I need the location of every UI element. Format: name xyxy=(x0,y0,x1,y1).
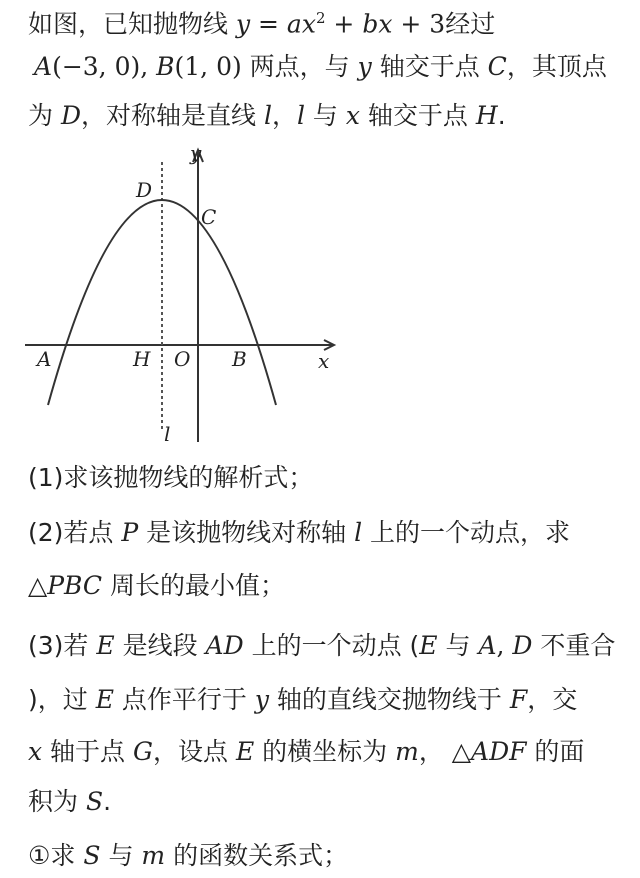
math-var: bx xyxy=(362,9,393,39)
text: 点作平行于 xyxy=(113,685,255,714)
question-1 xyxy=(28,462,313,494)
point-label: E xyxy=(419,631,438,660)
point-label: D xyxy=(512,631,533,660)
y-axis-label: y xyxy=(190,141,202,165)
triangle-symbol: △ xyxy=(28,571,48,600)
point-label: D xyxy=(60,101,81,130)
text: 轴交于点 xyxy=(371,52,488,81)
text: (2)若点 xyxy=(28,518,122,547)
math-op: = xyxy=(250,9,287,39)
point-b-label: B xyxy=(232,347,247,371)
text: ， xyxy=(271,101,297,130)
point-label: P xyxy=(121,518,139,547)
x-axis-label: x xyxy=(318,349,330,373)
text: 与 xyxy=(100,841,142,870)
point-label: E xyxy=(95,685,114,714)
text: 积为 xyxy=(28,787,86,816)
question-2-line-1 xyxy=(28,517,570,549)
triangle-symbol: △ xyxy=(451,737,472,766)
math-var: l xyxy=(354,518,363,547)
point-label: F xyxy=(509,685,528,714)
text: ，对称轴是直线 xyxy=(81,101,264,130)
point-label: G xyxy=(133,737,153,766)
text: 的面 xyxy=(526,737,585,766)
coord: (−3, 0) xyxy=(52,52,141,81)
math-var: y xyxy=(357,52,372,81)
problem-line-1 xyxy=(28,2,495,40)
text: 两点，与 xyxy=(241,52,358,81)
math-var: m xyxy=(395,737,419,766)
text: ，交 xyxy=(527,685,578,714)
text: 的函数关系式； xyxy=(165,841,349,870)
text: 的横坐标为 xyxy=(254,737,396,766)
point-label: H xyxy=(475,101,498,130)
text: 是该抛物线对称轴 xyxy=(138,518,355,547)
text: 经过 xyxy=(445,9,496,39)
parabola-figure xyxy=(20,140,350,450)
math-var: y xyxy=(235,9,251,39)
text: 为 xyxy=(28,101,61,130)
point-label: C xyxy=(487,52,507,81)
point-label: A xyxy=(478,631,497,660)
question-3-line-4 xyxy=(28,786,111,818)
point-a-label: A xyxy=(37,347,52,371)
origin-label: O xyxy=(174,347,191,371)
triangle-name: PBC xyxy=(47,571,103,600)
sub-question-1 xyxy=(28,840,348,872)
text: 是线段 xyxy=(114,631,206,660)
point-h-label: H xyxy=(133,347,151,371)
point-label: A xyxy=(34,52,53,81)
question-3-line-1 xyxy=(28,630,615,662)
math-op: , xyxy=(496,631,513,660)
math-var: x xyxy=(345,101,360,130)
text: 上的一个动点，求 xyxy=(362,518,571,547)
point-c-label: C xyxy=(201,205,217,229)
text: ，其顶点 xyxy=(506,52,607,81)
text: 与 xyxy=(437,631,479,660)
problem-line-2: A(−3, 0), B(1, 0) 两点，与 y 轴交于点 C，其顶点 xyxy=(34,52,607,81)
question-3-line-2 xyxy=(28,684,577,716)
text: ，设点 xyxy=(153,737,236,766)
point-label: E xyxy=(235,737,255,766)
text: ①求 xyxy=(28,841,84,870)
point-label: B xyxy=(156,52,175,81)
text: ， xyxy=(418,737,452,766)
math-exponent: 2 xyxy=(315,9,326,27)
text: 不重合 xyxy=(532,631,616,660)
question-2-line-2 xyxy=(28,570,285,602)
math-op: + xyxy=(325,9,363,39)
point-label: E xyxy=(96,631,115,660)
text: . xyxy=(103,787,112,816)
text: 周长的最小值； xyxy=(102,571,285,600)
math-var: x xyxy=(28,737,43,766)
math-var: l xyxy=(296,101,305,130)
math-var: ax xyxy=(286,9,316,39)
text: 轴的直线交抛物线于 xyxy=(268,685,510,714)
segment-name: AD xyxy=(205,631,244,660)
triangle-name: ADF xyxy=(471,737,527,766)
point-d-label: D xyxy=(136,178,153,202)
math-var: m xyxy=(141,841,166,870)
text: 上的一个动点 ( xyxy=(243,631,420,660)
question-3-line-3 xyxy=(28,736,584,768)
text: (1)求该抛物线的解析式； xyxy=(28,463,314,492)
math-op: + 3 xyxy=(392,9,446,39)
text: 与 xyxy=(304,101,346,130)
text: 轴交于点 xyxy=(359,101,476,130)
text: . xyxy=(497,101,506,130)
text: 如图，已知抛物线 xyxy=(28,9,236,39)
problem-line-3 xyxy=(28,100,506,132)
math-var: y xyxy=(254,685,269,714)
math-var: S xyxy=(85,787,104,816)
text: )，过 xyxy=(28,685,96,714)
text: 轴于点 xyxy=(42,737,134,766)
coord: (1, 0) xyxy=(174,52,242,81)
text: (3)若 xyxy=(28,631,97,660)
math-var: S xyxy=(83,841,101,870)
math-var: l xyxy=(263,101,272,130)
line-l-label: l xyxy=(164,422,171,446)
